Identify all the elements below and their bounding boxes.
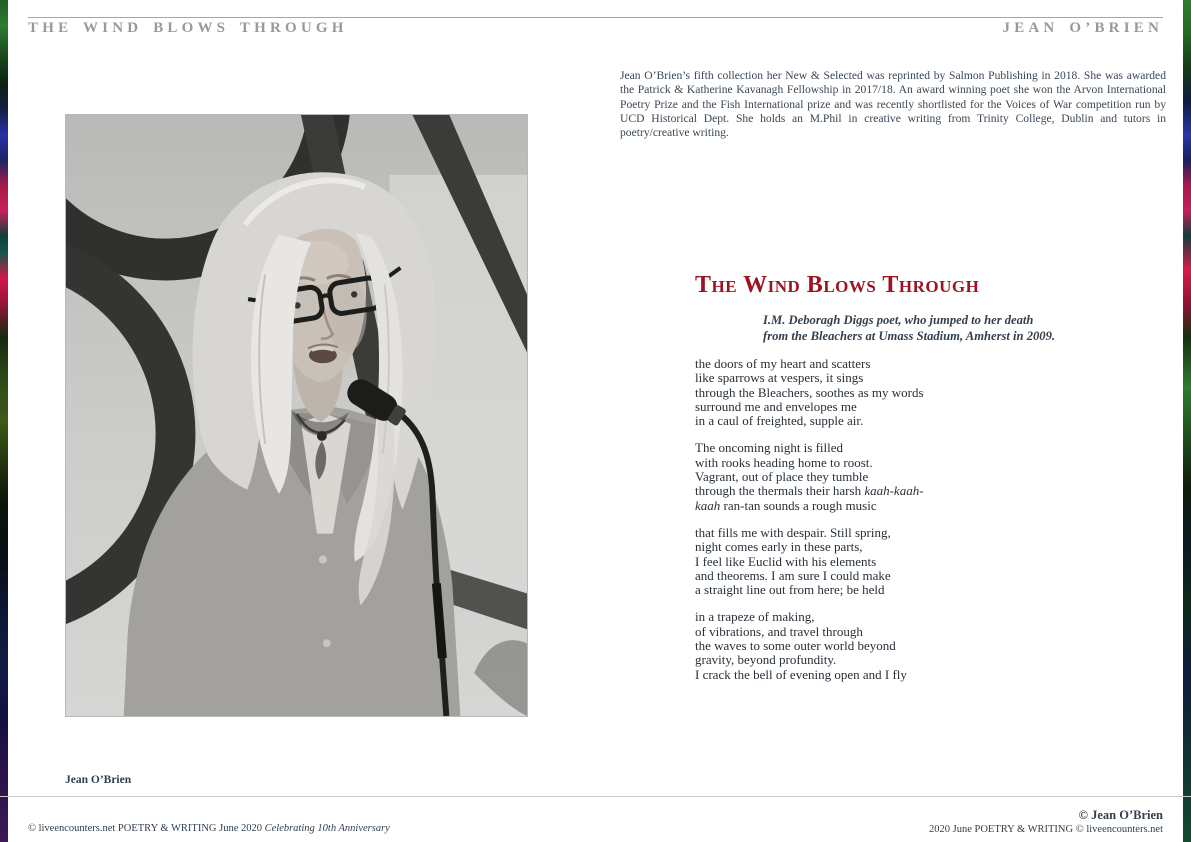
poem-line: with rooks heading home to roost. — [695, 454, 873, 470]
dedication-line: from the Bleachers at Umass Stadium, Amherst in 2009. — [763, 328, 1056, 343]
poem-line: through the Bleachers, soothes as my words — [695, 384, 924, 400]
footer-rule — [0, 796, 1191, 797]
photo-caption: Jean O’Brien — [65, 774, 132, 786]
poem-stanza-2 — [695, 441, 1115, 512]
poem-line: a straight line out from here; be held — [695, 582, 885, 598]
photo-illustration — [66, 115, 527, 716]
right-color-strip — [1183, 0, 1191, 842]
footer-left-anniversary: Celebrating 10th Anniversary — [264, 823, 390, 834]
poem-dedication — [763, 313, 1115, 344]
poem-line: Vagrant, out of place they tumble — [695, 469, 869, 485]
poem-title: The Wind Blows Through — [695, 272, 980, 298]
left-color-strip — [0, 0, 8, 842]
poem-line: surround me and envelopes me — [695, 398, 857, 414]
poem-line: I crack the bell of evening open and I fly — [695, 666, 907, 682]
page-title: THE WIND BLOWS THROUGH — [28, 20, 348, 36]
poem-line-italic: kaah-kaah- — [864, 483, 924, 499]
footer-copyright-author: © Jean O’Brien — [1078, 808, 1163, 822]
poem-line: like sparrows at vespers, it sings — [695, 370, 864, 386]
poem-stanza-4 — [695, 610, 1115, 681]
poem-line: night comes early in these parts, — [695, 539, 863, 555]
footer-copyright-site: 2020 June POETRY & WRITING © liveencounters.net — [929, 824, 1163, 835]
footer-left-text: © liveencounters.net POETRY & WRITING June 2020 — [28, 823, 265, 834]
poem-line — [695, 484, 1115, 498]
poem-block — [695, 272, 1115, 682]
poem-line: gravity, beyond profundity. — [695, 652, 837, 668]
poem-line — [695, 499, 1115, 513]
poem-line: of vibrations, and travel through — [695, 623, 863, 639]
poem-line-italic: kaah — [695, 497, 721, 513]
poem-line: and theorems. I am sure I could make — [695, 567, 891, 583]
poem-line: in a caul of freighted, supple air. — [695, 413, 864, 429]
poem-line-text: ran-tan sounds a rough music — [720, 497, 877, 513]
poem-line: the doors of my heart and scatters — [695, 356, 871, 371]
poem-line: I feel like Euclid with his elements — [695, 553, 877, 569]
poem-line: that fills me with despair. Still spring, — [695, 524, 891, 540]
masthead — [28, 20, 1163, 37]
photo-jean-obrien — [65, 114, 528, 717]
poem-stanza-1 — [695, 357, 1115, 428]
poem-line: The oncoming night is filled — [695, 440, 844, 456]
poem-line-text: through the thermals their harsh — [695, 483, 865, 499]
footer-right — [929, 808, 1163, 836]
author-bio: Jean O’Brien’s fifth collection her New & Selected was reprinted by Salmon Publishing in 2018. She was awarded the Patrick & Katherine Kavanagh Fellowship in 2017/18. An award winning poet she won the Arvon International Poetry Prize and the Fish International prize and was recently shortlisted for the Voices of War competition run by UCD Historical Dept. She holds an M.Phil in creative writing from Trinity College, Dublin and tutors in poetry/creative writing. — [620, 69, 1166, 140]
dedication-line: I.M. Deboragh Diggs poet, who jumped to her death — [763, 313, 1034, 327]
poem-line: the waves to some outer world beyond — [695, 638, 896, 654]
poem-stanza-3 — [695, 526, 1115, 597]
author-name-header: JEAN O’BRIEN — [1002, 20, 1163, 36]
header-rule — [28, 17, 1163, 18]
poem-line: in a trapeze of making, — [695, 609, 815, 625]
footer-left — [28, 823, 390, 834]
